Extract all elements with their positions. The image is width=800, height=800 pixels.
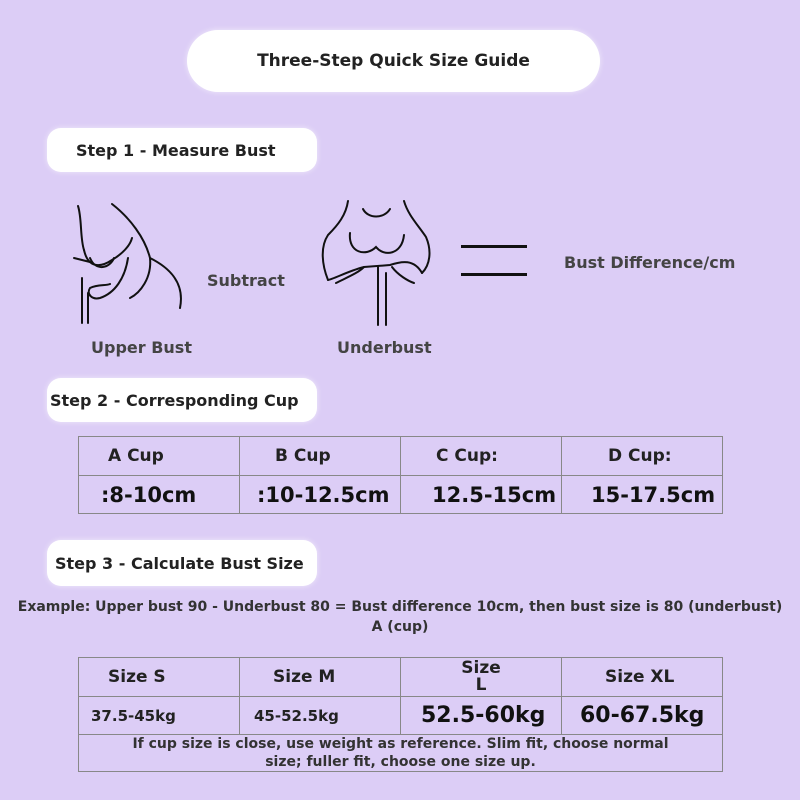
equals-sign-top xyxy=(461,245,527,248)
cup-value-c: 12.5-15cm xyxy=(401,476,562,514)
cup-header-a: A Cup xyxy=(79,437,240,476)
underbust-figure xyxy=(318,195,438,330)
cup-value-d: 15-17.5cm xyxy=(562,476,723,514)
size-header-s: Size S xyxy=(79,658,240,697)
size-value-xl: 60-67.5kg xyxy=(562,697,723,735)
size-note: If cup size is close, use weight as reference. Slim fit, choose normal size; fuller fit, choose one size up. xyxy=(79,735,723,772)
step3-heading: Step 3 - Calculate Bust Size xyxy=(47,540,317,586)
subtract-label: Subtract xyxy=(207,271,285,290)
cup-header-b: B Cup xyxy=(240,437,401,476)
size-value-m: 45-52.5kg xyxy=(240,697,401,735)
size-value-s: 37.5-45kg xyxy=(79,697,240,735)
size-header-xl: Size XL xyxy=(562,658,723,697)
cup-value-a: :8-10cm xyxy=(79,476,240,514)
underbust-label: Underbust xyxy=(337,338,432,357)
size-header-l xyxy=(401,658,562,697)
upper-bust-figure xyxy=(70,198,190,328)
page-title: Three-Step Quick Size Guide xyxy=(187,30,600,92)
size-value-l: 52.5-60kg xyxy=(401,697,562,735)
upper-bust-label: Upper Bust xyxy=(91,338,192,357)
size-header-m: Size M xyxy=(240,658,401,697)
cup-value-b: :10-12.5cm xyxy=(240,476,401,514)
step1-heading: Step 1 - Measure Bust xyxy=(47,128,317,172)
size-table xyxy=(78,657,723,772)
example-text: Example: Upper bust 90 - Underbust 80 = Bust difference 10cm, then bust size is 80 (underbust) A (cup) xyxy=(17,599,783,635)
step2-heading: Step 2 - Corresponding Cup xyxy=(47,378,317,422)
bust-difference-label: Bust Difference/cm xyxy=(564,253,736,272)
cup-header-d: D Cup: xyxy=(562,437,723,476)
cup-header-c: C Cup: xyxy=(401,437,562,476)
equals-sign-bottom xyxy=(461,273,527,276)
size-header-l-text: Size L xyxy=(461,658,501,695)
cup-table xyxy=(78,436,723,514)
